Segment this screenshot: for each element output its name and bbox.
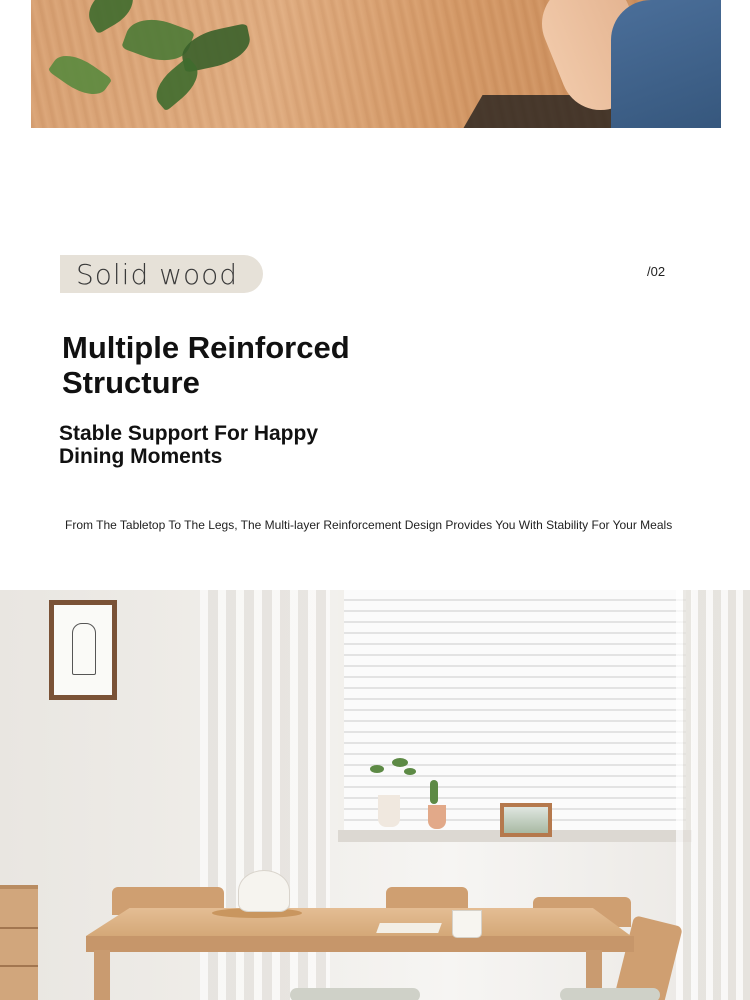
dining-room-photo	[0, 590, 750, 1000]
section-tag	[60, 255, 263, 293]
open-book	[376, 923, 442, 933]
plant-leaf	[48, 46, 113, 104]
chair-seat	[560, 988, 660, 1000]
section-headline: Multiple Reinforced Structure	[62, 330, 350, 400]
photo	[504, 807, 548, 833]
denim-clothing	[611, 0, 721, 128]
wall-picture-frame	[49, 600, 117, 700]
plant	[430, 780, 438, 804]
table-leg	[94, 950, 110, 1000]
plant	[392, 758, 408, 767]
page-number: /02	[647, 264, 666, 279]
plant	[370, 765, 384, 773]
picture-figure	[72, 623, 96, 675]
mug	[452, 910, 482, 938]
section-tag-label: Solid wood	[76, 257, 239, 291]
curtain	[676, 590, 750, 1000]
dining-table-top	[86, 908, 631, 936]
chair-seat	[290, 988, 420, 1000]
section-subheadline: Stable Support For Happy Dining Moments	[59, 422, 319, 468]
picture	[54, 605, 112, 695]
section-description: From The Tabletop To The Legs, The Multi-layer Reinforcement Design Provides You With Stability For Your Meals	[65, 518, 673, 532]
flower-pot	[428, 805, 446, 829]
dining-table-edge	[86, 936, 634, 952]
cabinet	[0, 885, 38, 1000]
kettle	[238, 870, 290, 912]
plant	[404, 768, 416, 775]
photo-frame	[500, 803, 552, 837]
wood-table-photo	[31, 0, 721, 128]
flower-pot	[378, 795, 400, 827]
